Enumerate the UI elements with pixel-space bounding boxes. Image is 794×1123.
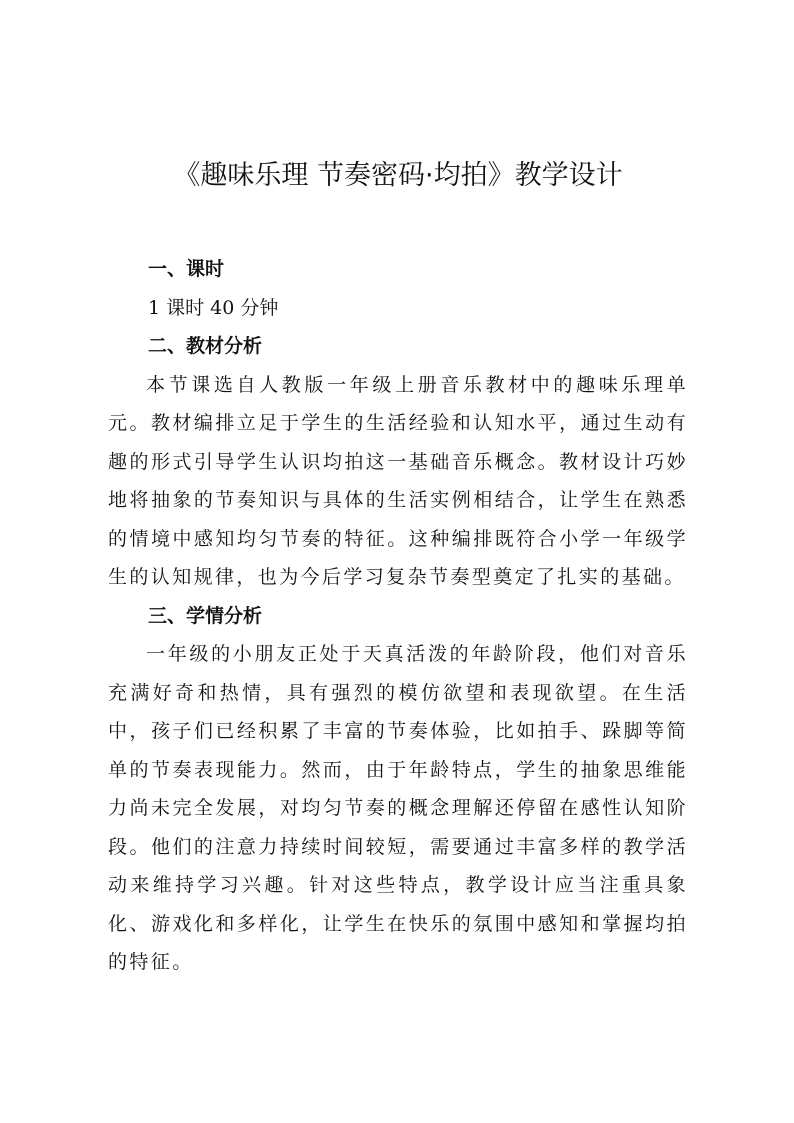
section-text-textbook-analysis: 本节课选自人教版一年级上册音乐教材中的趣味乐理单元。教材编排立足于学生的生活经验和认知水平，通过生动有趣的形式引导学生认识均拍这一基础音乐概念。教材设计巧妙地将抽象的节奏知识与具体的生活实例相结合，让学生在熟悉的情境中感知均匀节奏的特征。这种编排既符合小学一年级学生的认知规律，也为今后学习复杂节奏型奠定了扎实的基础。: [108, 373, 688, 588]
section-heading-textbook-analysis: 二、教材分析: [148, 335, 263, 357]
document-body: [108, 250, 688, 982]
section-heading-class-hours: 一、课时: [148, 258, 225, 280]
document-title: 《趣味乐理 节奏密码·均拍》教学设计: [173, 160, 623, 191]
section-text-class-hours: 1 课时 40 分钟: [148, 296, 279, 319]
section-heading-student-analysis: 三、学情分析: [148, 604, 263, 627]
section-text-student-analysis: 一年级的小朋友正处于天真活泼的年龄阶段，他们对音乐充满好奇和热情，具有强烈的模仿欲望和表现欲望。在生活中，孩子们已经积累了丰富的节奏体验，比如拍手、跺脚等简单的节奏表现能力。然而，由于年龄特点，学生的抽象思维能力尚未完全发展，对均匀节奏的概念理解还停留在感性认知阶段。他们的注意力持续时间较短，需要通过丰富多样的教学活动来维持学习兴趣。针对这些特点，教学设计应当注重具象化、游戏化和多样化，让学生在快乐的氛围中感知和掌握均拍的特征。: [108, 643, 688, 973]
